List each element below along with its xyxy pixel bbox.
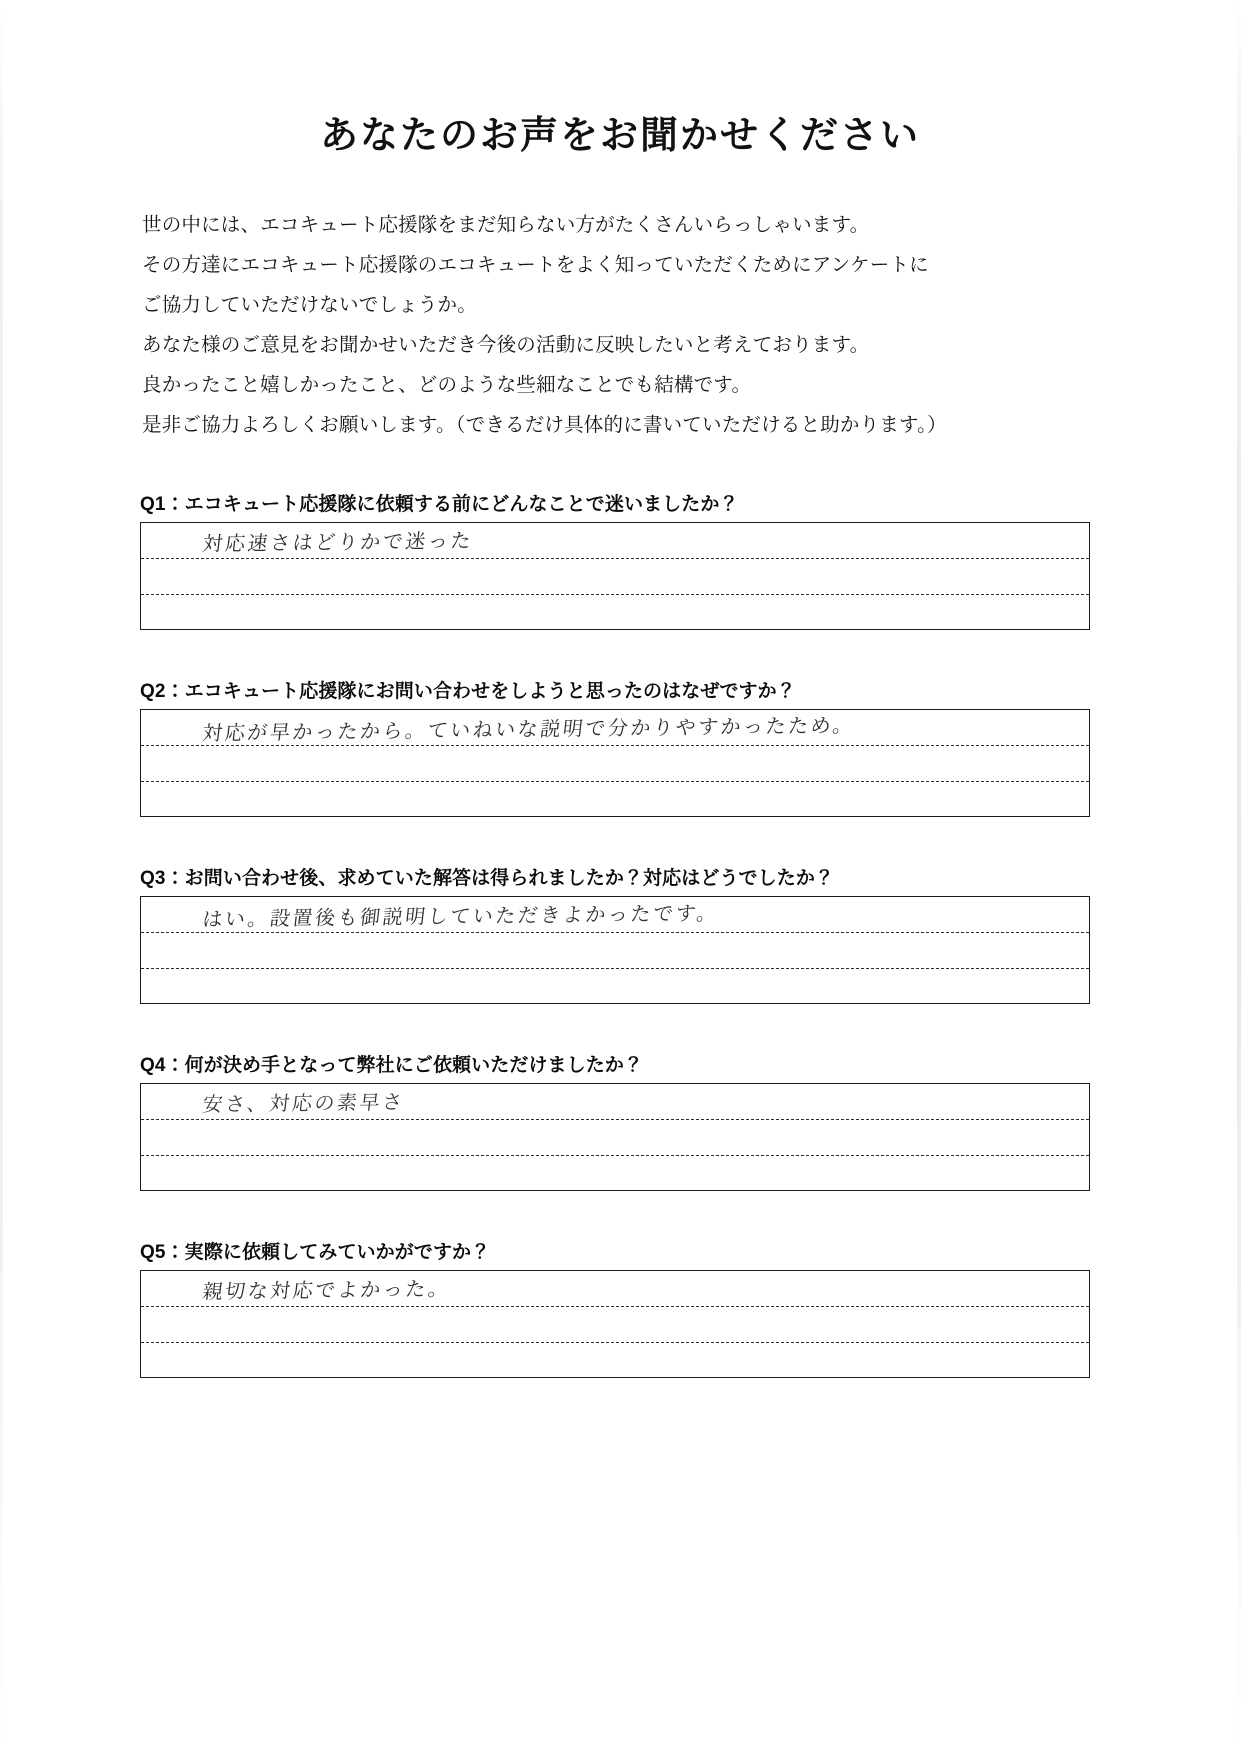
answer-line[interactable] [141, 523, 1089, 559]
intro-line: その方達にエコキュート応援隊のエコキュートをよく知っていただくためにアンケートに [142, 254, 929, 276]
intro-line: 良かったこと嬉しかったこと、どのような些細なことでも結構です。 [142, 374, 752, 396]
scan-edge-left [0, 0, 3, 1754]
answer-box-q3[interactable] [140, 896, 1090, 1004]
question-block-q1 [140, 489, 1090, 630]
question-block-q3 [140, 863, 1090, 1004]
answer-line[interactable] [141, 1120, 1089, 1156]
answer-line[interactable] [141, 1156, 1089, 1192]
page-content [140, 104, 1090, 1424]
answer-line[interactable] [141, 559, 1089, 595]
scan-edge-right [1237, 0, 1241, 1754]
question-heading-q5: Q5：実際に依頼してみていかがですか？ [140, 1242, 491, 1263]
answer-box-q2[interactable] [140, 709, 1090, 817]
answer-box-q4[interactable] [140, 1083, 1090, 1191]
handwritten-answer-q2: 対応が早かったから。ていねいな説明で分かりやすかったため。 [201, 713, 857, 745]
page-title: あなたのお声をお聞かせください [319, 115, 920, 157]
answer-line[interactable] [141, 1084, 1089, 1120]
answer-line[interactable] [141, 746, 1089, 782]
intro-line: 是非ご協力よろしくお願いします。（できるだけ具体的に書いていただけると助かります。） [142, 414, 947, 436]
question-heading-q4: Q4：何が決め手となって弊社にご依頼いただけましたか？ [140, 1055, 644, 1076]
question-block-q5 [140, 1237, 1090, 1378]
question-block-q2 [140, 676, 1090, 817]
answer-line[interactable] [141, 1307, 1089, 1343]
question-heading-q2: Q2：エコキュート応援隊にお問い合わせをしようと思ったのはなぜですか？ [140, 681, 796, 702]
handwritten-answer-q3: はい。設置後も御説明していただきよかったです。 [201, 900, 721, 932]
answer-line[interactable] [141, 710, 1089, 746]
handwritten-answer-q4: 安さ、対応の素早さ [201, 1089, 407, 1117]
handwritten-answer-q1: 対応速さはどりかで迷った [201, 528, 475, 556]
answer-line[interactable] [141, 933, 1089, 969]
answer-box-q5[interactable] [140, 1270, 1090, 1378]
question-heading-q3: Q3：お問い合わせ後、求めていた解答は得られましたか？対応はどうでしたか？ [140, 868, 835, 889]
intro-line: あなた様のご意見をお聞かせいただき今後の活動に反映したいと考えております。 [142, 334, 870, 356]
intro-line: ご協力していただけないでしょうか。 [142, 294, 477, 316]
answer-line[interactable] [141, 782, 1089, 818]
answer-line[interactable] [141, 1271, 1089, 1307]
question-heading-q1: Q1：エコキュート応援隊に依頼する前にどんなことで迷いましたか？ [140, 494, 739, 515]
intro-paragraph [140, 205, 1090, 445]
intro-line: 世の中には、エコキュート応援隊をまだ知らない方がたくさんいらっしゃいます。 [142, 214, 870, 236]
answer-line[interactable] [141, 1343, 1089, 1379]
handwritten-answer-q5: 親切な対応でよかった。 [201, 1276, 452, 1304]
answer-line[interactable] [141, 595, 1089, 631]
answer-line[interactable] [141, 969, 1089, 1005]
question-block-q4 [140, 1050, 1090, 1191]
answer-box-q1[interactable] [140, 522, 1090, 630]
answer-line[interactable] [141, 897, 1089, 933]
